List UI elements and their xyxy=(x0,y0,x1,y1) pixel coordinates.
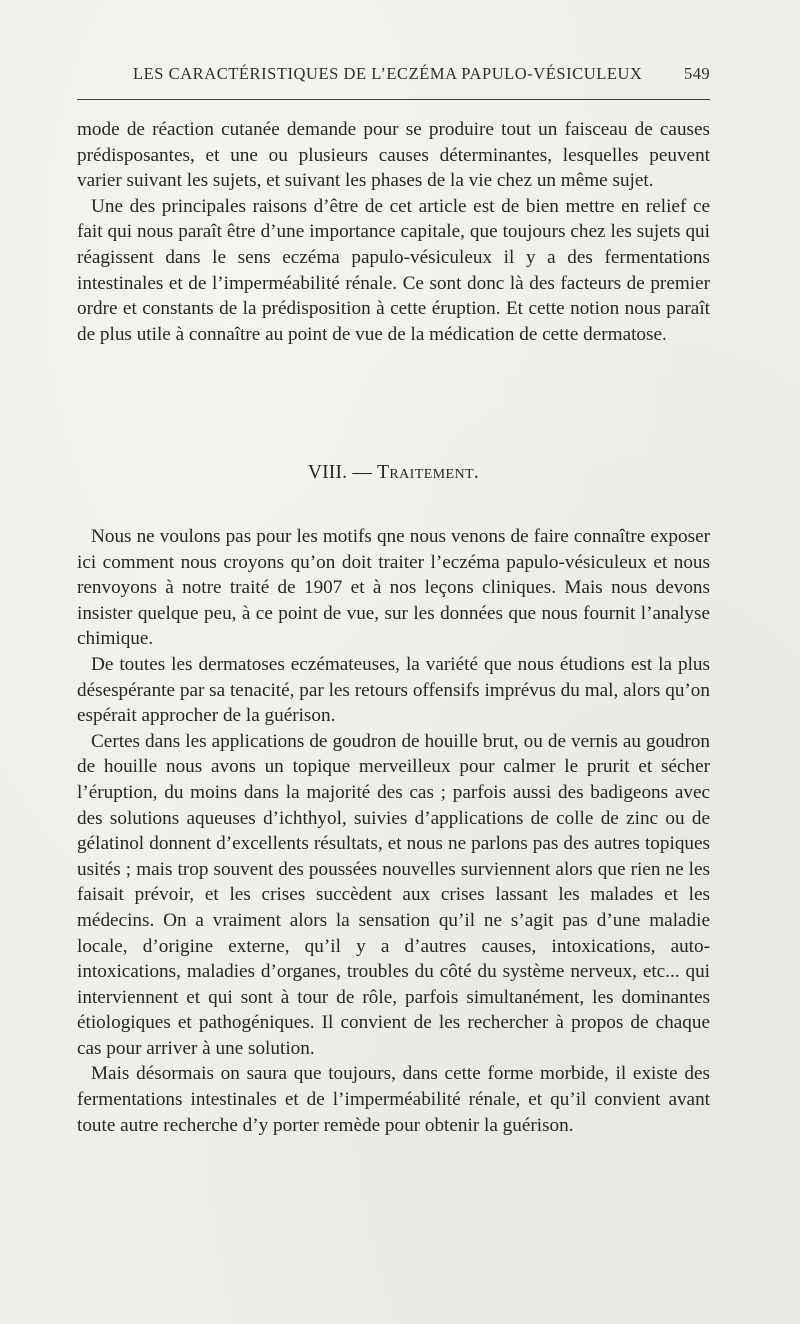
section-dash: — xyxy=(352,462,373,483)
body-text-upper xyxy=(77,117,710,347)
paragraph: mode de réaction cutanée demande pour se produire tout un faisceau de causes prédisposantes, et une ou plusieurs causes déterminantes, lesquelles peuvent varier suivant les sujets, et suivant les phases de la vie chez un même sujet. xyxy=(77,119,710,192)
body-text-lower xyxy=(77,524,710,1138)
section-number: VIII. xyxy=(307,462,348,483)
paragraph: Certes dans les applications de goudron de houille brut, ou de vernis au goudron de houille nous avons un topique merveilleux pour calmer le prurit et sécher l’éruption, du moins dans la majorité des cas ; parfois aussi des badigeons avec des solutions aqueuses d’ichthyol, suivies d’applications de colle de zinc ou de gélatinol donnent d’excellents résultats, et nous ne parlons pas des autres topiques usités ; mais trop souvent des poussées nouvelles surviennent alors que rien ne les faisait prévoir, et les crises succèdent aux crises lassant les malades et les médecins. On a vraiment alors la sensation qu’il ne s’agit pas d’une maladie locale, d’origine externe, qu’il y a d’autres causes, intoxications, auto-intoxications, maladies d’organes, troubles du côté du système nerveux, etc... qui interviennent et qui sont à tour de rôle, parfois simultanément, les dominantes étiologiques et pathogéniques. Il convient de les rechercher à propos de chaque cas pour arriver à une solution. xyxy=(77,730,710,1059)
header-rule xyxy=(77,99,710,100)
paragraph: De toutes les dermatoses eczémateuses, la variété que nous étudions est la plus désespérante par sa tenacité, par les retours offensifs imprévus du mal, alors qu’on espérait approcher de la guérison. xyxy=(77,653,710,727)
running-title: LES CARACTÉRISTIQUES DE L’ECZÉMA PAPULO-VÉSICULEUX xyxy=(133,64,643,83)
section-heading xyxy=(77,462,710,484)
running-header xyxy=(77,58,710,88)
page-number: 549 xyxy=(684,64,710,83)
paragraph: Une des principales raisons d’être de cet article est de bien mettre en relief ce fait qui nous paraît être d’une importance capitale, que toujours chez les sujets qui réagissent dans le sens eczéma papulo-vésiculeux il y a des fermentations intestinales et de l’imperméabilité rénale. Ce sont donc là des facteurs de premier ordre et constants de la prédisposition à cette éruption. Et cette notion nous paraît de plus utile à connaître au point de vue de la médication de cette dermatose. xyxy=(77,195,710,345)
paragraph: Nous ne voulons pas pour les motifs qne nous venons de faire connaître exposer ici comment nous croyons qu’on doit traiter l’eczéma papulo-vésiculeux et nous renvoyons à notre traité de 1907 et à nos leçons cliniques. Mais nous devons insister quelque peu, à ce point de vue, sur les données que nous fournit l’analyse chimique. xyxy=(77,526,710,650)
paragraph: Mais désormais on saura que toujours, dans cette forme morbide, il existe des fermentations intestinales et de l’imperméabilité rénale, et qu’il convient avant toute autre recherche d’y porter remède pour obtenir la guérison. xyxy=(77,1063,710,1136)
section-title: Traitement. xyxy=(377,462,480,483)
